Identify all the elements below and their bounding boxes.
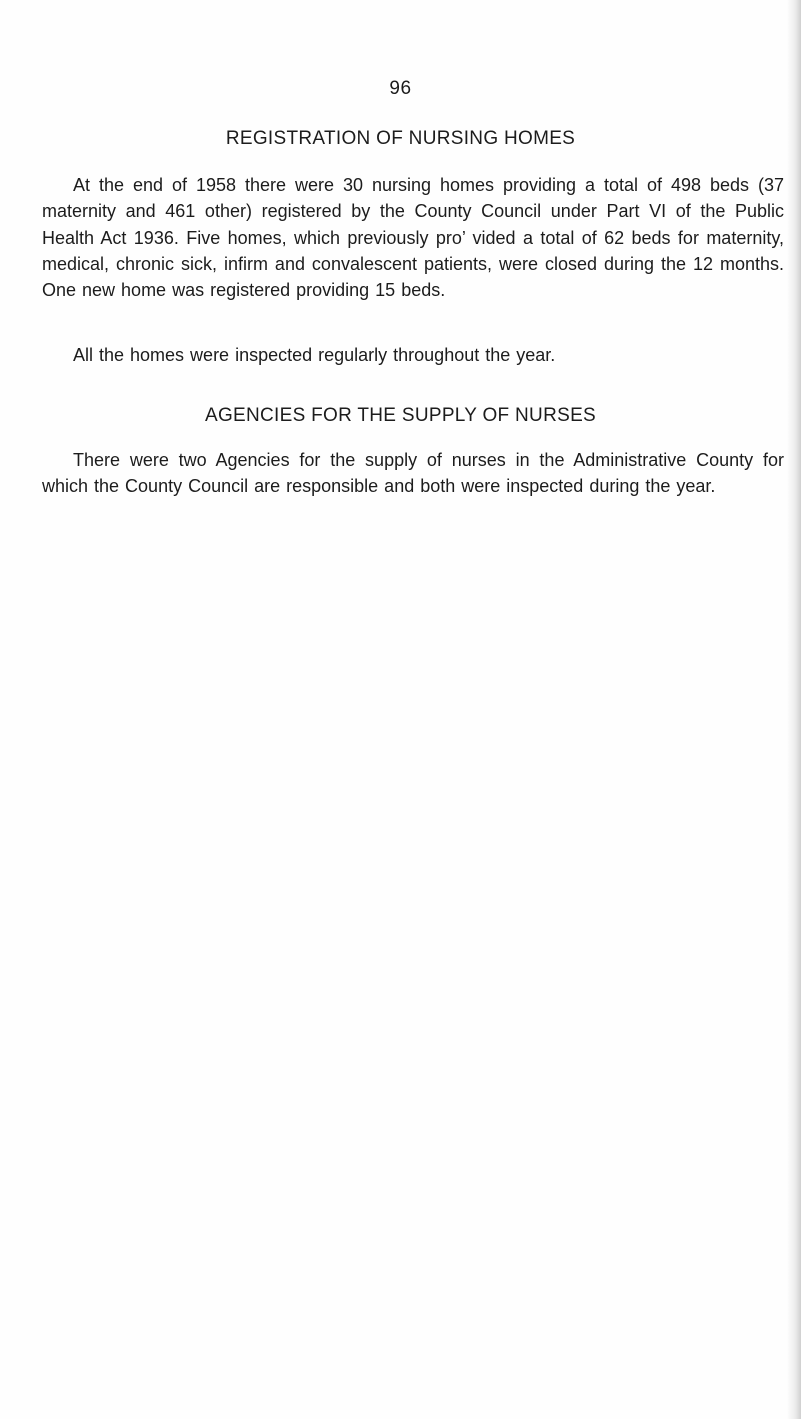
paragraph-agencies-details: There were two Agencies for the supply of nurses in the Administrative County for which the County Council are responsible and both were inspected during the year. [42, 450, 784, 497]
paragraph-inspections: All the homes were inspected regularly throughout the year. [73, 345, 556, 365]
page-number: 96 [389, 78, 412, 99]
section-heading-registration: REGISTRATION OF NURSING HOMES [225, 128, 576, 149]
section-heading-agencies: AGENCIES FOR THE SUPPLY OF NURSES [204, 405, 597, 426]
paragraph-registration-details: At the end of 1958 there were 30 nursing homes providing a total of 498 beds (37 maternity and 461 other) registered by the County Council under Part VI of the Public Health Act 1936. Five homes, which previously pro’ vided a total of 62 beds for maternity, medical, chronic sick, infirm and convalescent patients, were closed during the 12 months. One new home was registered providing 15 beds. [42, 175, 784, 301]
page-edge-shadow [787, 0, 801, 1419]
